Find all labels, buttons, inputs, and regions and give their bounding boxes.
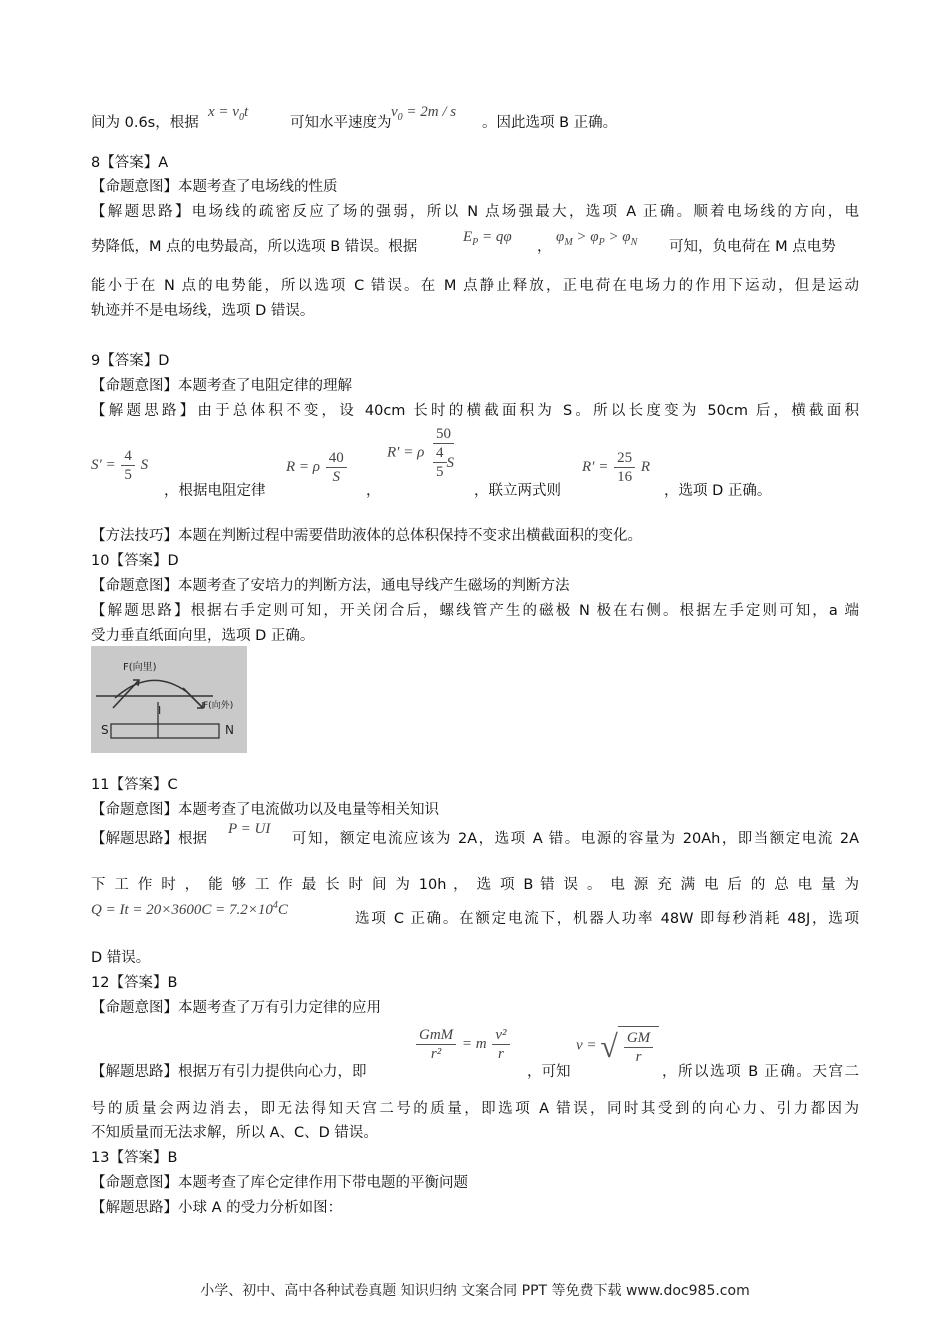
solution-line: 不知质量而无法求解，所以 A、C、D 错误。 xyxy=(91,1125,378,1141)
formula-p-ui: P = UI xyxy=(228,821,271,837)
text-line: 可知水平速度为 xyxy=(290,115,392,131)
formula-gravity: $\frac{\text{GmM}}{\text{r²}}$ = m $\frac{\text{v²}}{r}$ xyxy=(414,1026,512,1063)
answer-heading: 12【答案】B xyxy=(91,975,178,991)
text-line: 可知，负电荷在 M 点电势 xyxy=(669,239,836,255)
formula-ep: $E_P = q\varphi$ xyxy=(463,229,512,248)
formula-r: R = ρ $\frac{40}{S}$ xyxy=(286,449,349,486)
solution-line: 【解题思路】电场线的疏密反应了场的强弱，所以 N 点场强最大，选项 A 正确。顺着电场线的方向，电 xyxy=(91,204,859,220)
solution-line: 【解题思路】小球 A 的受力分析如图： xyxy=(91,1200,343,1216)
text-line: ，所以选项 B 正确。天宫二 xyxy=(662,1064,859,1080)
answer-heading: 11【答案】C xyxy=(91,777,178,793)
text-line: ， xyxy=(537,239,552,255)
solution-line: 下 工 作 时 ， 能 够 工 作 最 长 时 间 为 10h ， 选 项 B 错 误 。 电 源 充 满 电 后 的 总 电 量 为 xyxy=(91,877,859,893)
formula-x-v0t: $x = v_0t$ xyxy=(208,104,249,123)
svg-text:S: S xyxy=(101,723,109,737)
intent-line: 【命题意图】本题考查了电流做功以及电量等相关知识 xyxy=(91,802,439,818)
answer-heading: 13【答案】B xyxy=(91,1150,178,1166)
solution-line: 【解题思路】由于总体积不变，设 40cm 长时的横截面积为 S。所以长度变为 50cm 后，横截面积 xyxy=(91,403,859,419)
solution-line: 【解题思路】根据右手定则可知，开关闭合后，螺线管产生的磁极 N 极在右侧。根据左手定则可知，a 端 xyxy=(91,603,859,619)
hand-drawn-figure xyxy=(91,646,247,753)
answer-heading: 9【答案】D xyxy=(91,353,170,369)
text-line: ，可知 xyxy=(527,1064,571,1080)
formula-r-prime-result: R′ = $\frac{25}{16}$ R xyxy=(582,450,650,485)
solution-line: 能小于在 N 点的电势能，所以选项 C 错误。在 M 点静止释放，正电荷在电场力的作用下运动，但是运动 xyxy=(91,278,859,294)
tip-line: 【方法技巧】本题在判断过程中需要借助液体的总体积保持不变求出横截面积的变化。 xyxy=(91,528,642,544)
svg-text:N: N xyxy=(225,723,234,737)
page-footer: 小学、初中、高中各种试卷真题 知识归纳 文案合同 PPT 等免费下载 www.doc985.com xyxy=(200,1283,750,1299)
formula-s-prime: S′ = $\frac{4}{5}$ S xyxy=(91,448,149,483)
solution-line: 轨迹并不是电场线，选项 D 错误。 xyxy=(91,303,315,319)
text-line: 选项 C 正确。在额定电流下，机器人功率 48W 即每秒消耗 48J，选项 xyxy=(355,911,859,927)
intent-line: 【命题意图】本题考查了电场线的性质 xyxy=(91,179,338,195)
formula-v0: $v_0 = 2m / s$ xyxy=(391,104,457,123)
svg-text:F(向里): F(向里) xyxy=(123,662,157,673)
solution-line: D 错误。 xyxy=(91,950,151,966)
svg-text:F(向外): F(向外) xyxy=(203,701,234,711)
text-line: 间为 0.6s，根据 xyxy=(91,115,199,131)
text-line: ， xyxy=(366,483,381,499)
solution-line: 受力垂直纸面向里，选项 D 正确。 xyxy=(91,628,315,644)
intent-line: 【命题意图】本题考查了万有引力定律的应用 xyxy=(91,1000,381,1016)
answer-heading: 10【答案】D xyxy=(91,553,179,569)
text-line: ，联立两式则 xyxy=(474,483,561,499)
text-line: ，根据电阻定律 xyxy=(164,483,266,499)
formula-r-prime: R′ = ρ 50 $\frac{4}{5}$ S xyxy=(387,426,455,480)
formula-phi: $\varphi_M > \varphi_P > \varphi_N$ xyxy=(556,229,638,248)
sketch-drawing xyxy=(91,646,247,753)
formula-v-sqrt: v = √ $\frac{GM}{r}$ xyxy=(576,1026,659,1066)
intent-line: 【命题意图】本题考查了库仑定律作用下带电题的平衡问题 xyxy=(91,1175,468,1191)
solution-line: 势降低，M 点的电势最高，所以选项 B 错误。根据 xyxy=(91,239,418,255)
svg-text:I: I xyxy=(158,704,162,717)
solution-line: 【解题思路】根据万有引力提供向心力，即 xyxy=(91,1064,367,1080)
text-line: 。因此选项 B 正确。 xyxy=(482,115,618,131)
text-line: ，选项 D 正确。 xyxy=(664,483,772,499)
formula-q: $Q = It = 20\times 3600C = 7.2\times 10^4C$ xyxy=(91,900,288,918)
solution-line: 【解题思路】根据 xyxy=(91,831,207,847)
solution-line: 号的质量会两边消去，即无法得知天宫二号的质量，即选项 A 错误，同时其受到的向心力、引力都因为 xyxy=(91,1101,859,1117)
text-line: 可知，额定电流应该为 2A，选项 A 错。电源的容量为 20Ah，即当额定电流 2A xyxy=(292,831,859,847)
answer-heading: 8【答案】A xyxy=(91,155,169,171)
intent-line: 【命题意图】本题考查了电阻定律的理解 xyxy=(91,378,352,394)
intent-line: 【命题意图】本题考查了安培力的判断方法，通电导线产生磁场的判断方法 xyxy=(91,578,570,594)
